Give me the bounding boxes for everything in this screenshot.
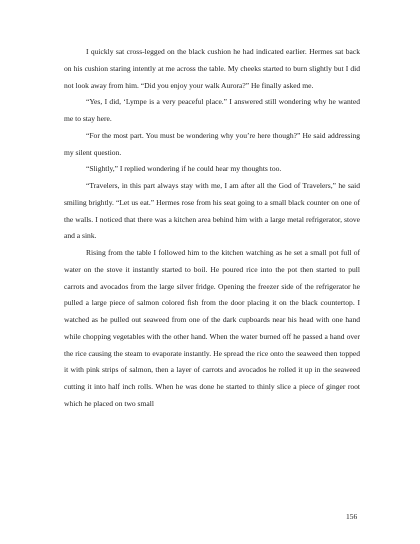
paragraph-3: “For the most part. You must be wondering why you’re here though?” He said addressing my silent question. — [64, 130, 360, 157]
paragraph-1: I quickly sat cross-legged on the black cushion he had indicated earlier. Hermes sat back on his cushion staring intently at me across the table. My cheeks started to burn slightly but I did not look away from him. “Did you enjoy your walk Aurora?” He finally asked me. — [64, 47, 360, 90]
body-text — [64, 44, 360, 413]
paragraph-4: “Slightly,” I replied wondering if he could hear my thoughts too. — [86, 164, 282, 174]
paragraph-6: Rising from the table I followed him to the kitchen watching as he set a small pot full of water on the stove it instantly started to boil. He poured rice into the pot then started to pull carrots and avocados from the large silver fridge. Opening the freezer side of the refrigerator he pulled a large piece of salmon colored fish from the door placing it on the black countertop. I watched as he pulled out seaweed from one of the dark cupboards near his head with one hand while chopping vegetables with the other hand. When the water burned off he passed a hand over the rice causing the steam to evaporate instantly. He spread the rice onto the seaweed then topped it with pink strips of salmon, then a layer of carrots and avocados he rolled it up in the seaweed cutting it into half inch rolls. When he was done he started to thinly slice a piece of ginger root which he placed on two small — [64, 248, 360, 408]
paragraph-5: “Travelers, in this part always stay with me, I am after all the God of Travelers,” he said smiling brightly. “Let us eat.” Hermes rose from his seat going to a small black counter on one of the walls. I noticed that there was a kitchen area behind him with a large metal refrigerator, stove and a sink. — [64, 181, 360, 241]
page-number: 156 — [346, 512, 358, 521]
paragraph-2: “Yes, I did, ‘Lympe is a very peaceful place.” I answered still wondering why he wanted me to stay here. — [64, 97, 360, 123]
